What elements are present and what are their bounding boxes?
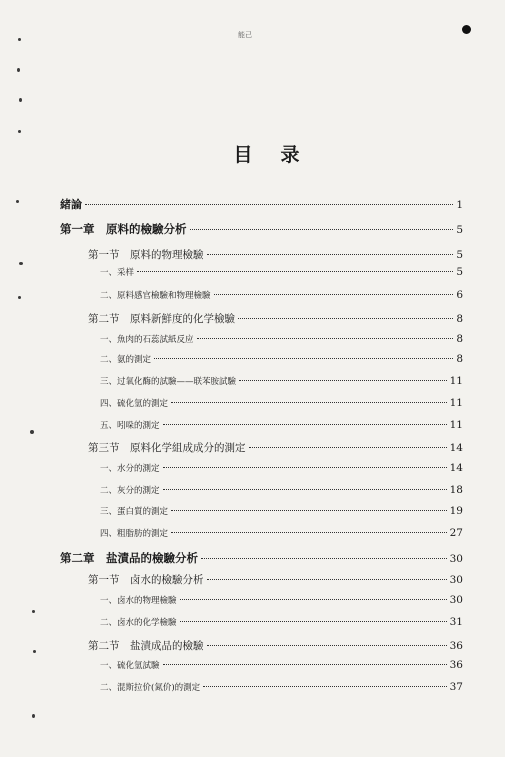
toc-entry-label: 一、采样 [100,268,135,278]
scan-speck [16,200,19,203]
scan-speck [33,650,36,653]
toc-entry-label: 三、蛋白質的測定 [100,507,169,517]
toc-page-number: 5 [456,266,463,278]
ink-dot [462,25,471,34]
toc-page-number: 1 [456,199,463,211]
toc-entry[interactable] [100,397,463,409]
toc-entry[interactable] [88,572,463,587]
toc-page-number: 14 [449,462,463,474]
toc-entry[interactable] [88,247,463,262]
scan-speck [18,38,21,41]
toc-leader-dots [239,380,447,381]
toc-entry[interactable] [88,311,463,326]
toc-leader-dots [238,318,453,319]
toc-entry-label: 第二节 盐漬成品的檢驗 [88,640,204,652]
toc-leader-dots [180,621,447,622]
toc-page-number: 6 [456,289,463,301]
toc-entry-label: 二、灰分的測定 [100,486,160,496]
toc-entry[interactable] [100,616,463,628]
toc-page-number: 30 [449,553,463,565]
toc-leader-dots [207,254,454,255]
toc-leader-dots [203,686,446,687]
scan-speck [30,430,34,434]
toc-page-number: 5 [456,224,463,236]
scan-speck [19,262,23,265]
toc-entry[interactable] [100,594,463,606]
toc-entry[interactable] [100,484,463,496]
scan-speck [17,68,20,72]
toc-entry[interactable] [100,505,463,517]
toc-entry-label: 第一节 原料的物理檢驗 [88,249,204,261]
toc-entry[interactable] [100,266,463,278]
toc-entry-label: 一、水分的測定 [100,464,160,474]
toc-entry[interactable] [100,333,463,345]
toc-page-number: 14 [449,442,463,454]
page-title: 目录 [233,144,328,166]
toc-page-number: 18 [449,484,463,496]
scan-speck [18,130,21,133]
toc-entry-label: 二、混斯拉价(氮价)的測定 [100,683,201,693]
toc-entry-label: 第二节 原料新鮮度的化学檢驗 [88,313,235,325]
toc-entry[interactable] [60,550,463,566]
toc-entry-label: 緒論 [60,198,82,211]
toc-leader-dots [171,510,447,511]
toc-page-number: 11 [449,397,463,409]
toc-entry[interactable] [100,353,463,365]
toc-leader-dots [171,532,447,533]
toc-entry-label: 二、卤水的化学檢驗 [100,618,177,628]
toc-leader-dots [201,558,447,559]
toc-entry[interactable] [100,289,463,301]
scan-speck [32,610,35,613]
toc-leader-dots [163,467,447,468]
scan-speck [19,98,22,102]
toc-leader-dots [197,338,454,339]
toc-entry[interactable] [88,440,463,455]
toc-entry-label: 四、粗脂肪的測定 [100,529,169,539]
toc-entry-label: 五、吲哚的測定 [100,421,160,431]
toc-leader-dots [214,294,454,295]
toc-entry[interactable] [60,196,463,212]
toc-entry[interactable] [60,221,463,237]
toc-leader-dots [137,271,453,272]
toc-leader-dots [249,447,447,448]
header-mark: 能己 [238,31,252,39]
toc-entry-label: 三、过氧化酶的試驗——联苯胺試驗 [100,377,237,387]
toc-page-number: 30 [449,594,463,606]
toc-page-number: 36 [449,659,463,671]
toc-entry-label: 第二章 盐漬品的檢驗分析 [60,551,198,565]
toc-page-number: 30 [449,574,463,586]
scan-speck [18,296,21,299]
toc-page-number: 19 [449,505,463,517]
toc-leader-dots [154,358,453,359]
toc-page-number: 8 [456,333,463,345]
toc-page-number: 5 [456,249,463,261]
toc-page-number: 27 [449,527,463,539]
toc-entry[interactable] [100,419,463,431]
toc-entry-label: 一、卤水的物理檢驗 [100,596,177,606]
toc-leader-dots [163,664,447,665]
toc-leader-dots [180,599,447,600]
toc-entry[interactable] [100,462,463,474]
toc-entry[interactable] [100,659,463,671]
toc-entry[interactable] [100,681,463,693]
toc-page-number: 8 [456,313,463,325]
toc-leader-dots [163,489,447,490]
toc-entry[interactable] [100,375,463,387]
toc-entry[interactable] [100,527,463,539]
toc-leader-dots [207,579,447,580]
toc-entry-label: 二、原料感官檢驗和物理檢驗 [100,291,211,301]
toc-leader-dots [85,204,453,205]
toc-entry-label: 第三节 原料化学組成成分的測定 [88,442,246,454]
toc-page-number: 8 [456,353,463,365]
toc-page-number: 36 [449,640,463,652]
toc-entry-label: 四、硫化氫的測定 [100,399,169,409]
toc-page-number: 37 [449,681,463,693]
toc-entry-label: 第一节 卤水的檢驗分析 [88,574,204,586]
toc-entry-label: 二、氨的測定 [100,355,152,365]
toc-entry-label: 第一章 原料的檢驗分析 [60,222,187,236]
toc-page-number: 11 [449,375,463,387]
toc-leader-dots [207,645,447,646]
scan-speck [32,714,35,718]
toc-entry[interactable] [88,638,463,653]
toc-page-number: 31 [449,616,463,628]
toc-entry-label: 一、硫化氫試驗 [100,661,160,671]
toc-entry-label: 一、魚肉的石蕊試紙反应 [100,335,194,345]
toc-leader-dots [163,424,447,425]
toc-leader-dots [171,402,447,403]
toc-leader-dots [190,229,454,230]
toc-page-number: 11 [449,419,463,431]
